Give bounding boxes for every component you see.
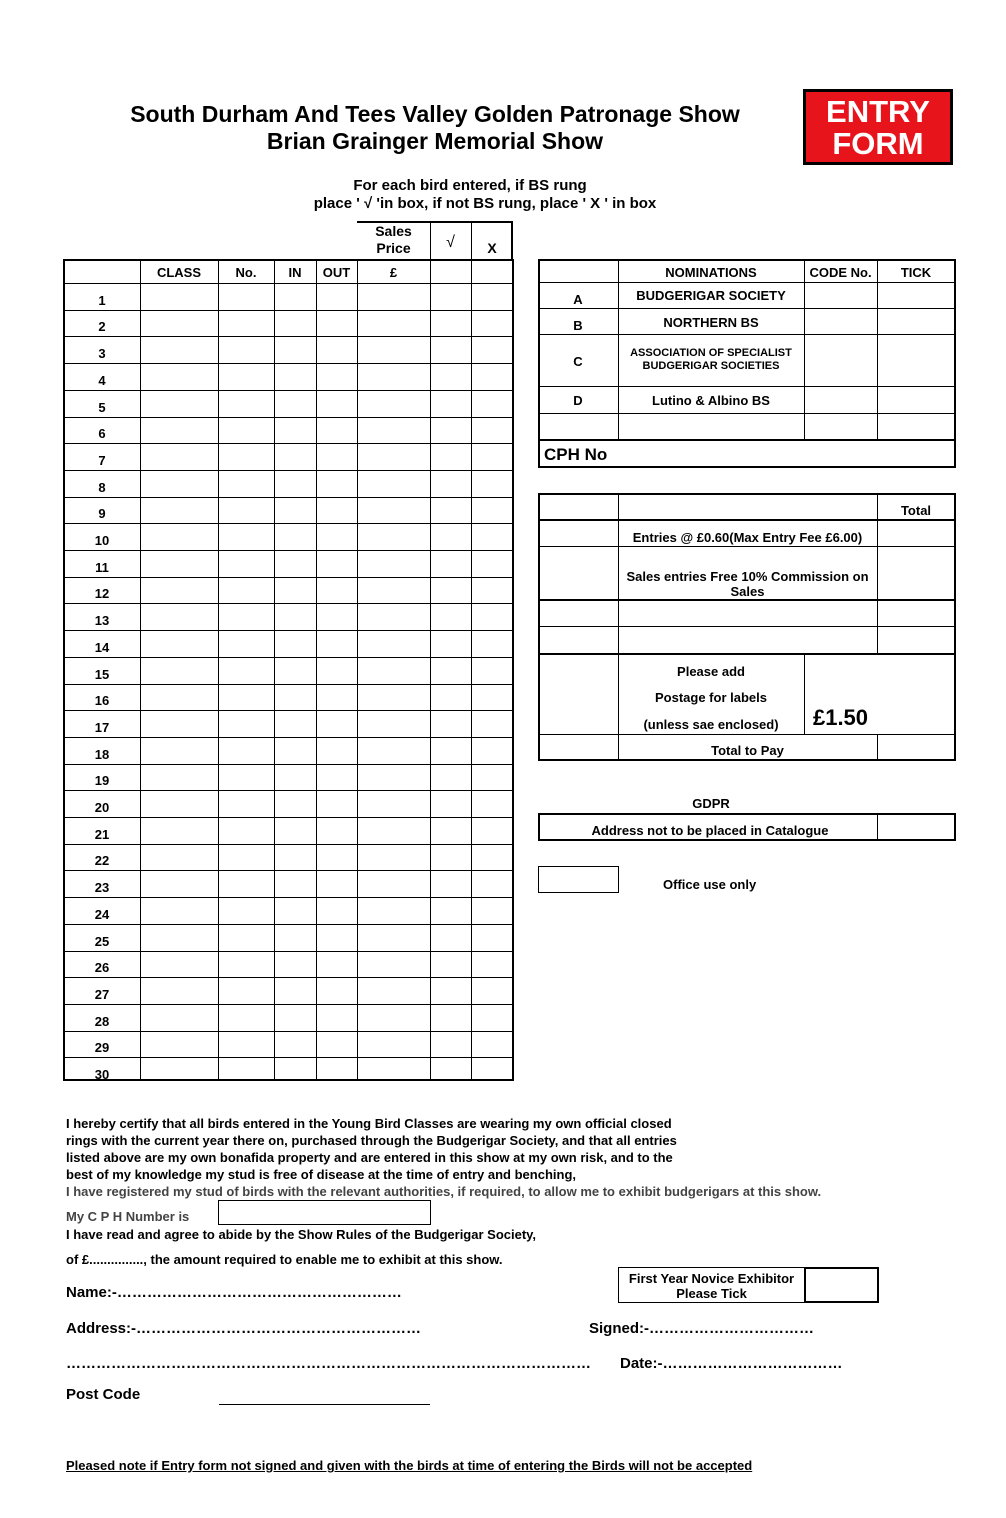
postage-line1: Please add (677, 664, 745, 679)
row-number: 7 (98, 453, 106, 468)
sales-label: Sales (375, 223, 412, 239)
row-number: 4 (98, 373, 106, 388)
row-number: 26 (94, 960, 110, 975)
sales-commission-label (618, 569, 877, 599)
instruction-line1: For each bird entered, if BS rung (353, 177, 587, 194)
row-number: 27 (94, 987, 110, 1002)
entry-form-line1: ENTRY (826, 94, 930, 129)
row-number: 3 (98, 346, 106, 361)
row-number: 20 (94, 800, 110, 815)
tick-header: TICK (900, 265, 932, 280)
postage-amount: £1.50 (812, 705, 869, 730)
row-number: 24 (94, 907, 110, 922)
row-number: 6 (98, 426, 106, 441)
row-number: 17 (94, 720, 110, 735)
nomination-letter-a: A (573, 292, 583, 307)
entries-fee-label: Entries @ £0.60(Max Entry Fee £6.00) (632, 530, 863, 545)
declaration-line3: listed above are my own bonafida property and are entered in this show at my own risk, and to the (66, 1150, 673, 1165)
gdpr-address-label: Address not to be placed in Catalogue (591, 823, 829, 838)
gdpr-tick-box[interactable] (878, 815, 954, 839)
declaration-line5: I have registered my stud of birds with the relevant authorities, if required, to allow me to exhibit budgerigars at this show. (66, 1184, 822, 1199)
row-number: 2 (98, 319, 106, 334)
total-header: Total (900, 503, 932, 518)
instruction-line2: place ' √ 'in box, if not BS rung, place ' X ' in box (313, 195, 657, 212)
name-field[interactable]: Name:-………………………………………………… (66, 1284, 402, 1301)
row-number: 1 (98, 293, 106, 308)
novice-line1: First Year Novice Exhibitor (628, 1271, 795, 1286)
sales-commission-line2: Sales (730, 584, 765, 599)
novice-tick-box[interactable] (804, 1267, 879, 1303)
page-title: South Durham And Tees Valley Golden Patronage Show (130, 101, 740, 127)
office-use-label: Office use only (663, 877, 757, 892)
row-number: 13 (94, 613, 110, 628)
page-subtitle: Brian Grainger Memorial Show (266, 128, 604, 154)
row-number: 10 (94, 533, 110, 548)
row-number: 21 (94, 827, 110, 842)
row-number: 28 (94, 1014, 110, 1029)
row-number: 8 (98, 480, 106, 495)
row-number: 22 (94, 853, 110, 868)
entry-form-line2: FORM (832, 126, 924, 161)
cph-number-label: My C P H Number is (66, 1209, 190, 1224)
total-to-pay-label: Total to Pay (711, 743, 784, 758)
office-use-box[interactable] (538, 866, 619, 893)
sales-commission-line1: Sales entries Free 10% Commission on (626, 569, 869, 584)
row-number: 19 (94, 773, 110, 788)
column-header: IN (288, 265, 302, 280)
address-field[interactable]: Address:-………………………………………………… (66, 1320, 422, 1337)
postcode-line[interactable] (219, 1404, 430, 1405)
footer-note: Pleased note if Entry form not signed and given with the birds at time of entering the Birds will not be accepted (66, 1458, 753, 1473)
declaration-line4: best of my knowledge my stud is free of disease at the time of entry and benching, (66, 1167, 576, 1182)
declaration-line2: rings with the current year there on, purchased through the Budgerigar Society, and that all entries (66, 1133, 677, 1148)
specialist-line2: BUDGERIGAR SOCIETIES (642, 360, 780, 372)
declaration-line1: I hereby certify that all birds entered in the Young Bird Classes are wearing my own official closed (66, 1116, 672, 1131)
nomination-specialist-societies (618, 347, 804, 373)
nomination-northern-bs: NORTHERN BS (663, 315, 759, 330)
nomination-letter-d: D (573, 393, 583, 408)
nominations-header: NOMINATIONS (665, 265, 757, 280)
row-number: 15 (94, 667, 110, 682)
date-field[interactable]: Date:-……………………………… (620, 1355, 843, 1372)
specialist-line1: ASSOCIATION OF SPECIALIST (630, 347, 792, 359)
cph-no-label: CPH No (544, 445, 608, 464)
row-number: 9 (98, 506, 106, 521)
row-number: 5 (98, 400, 106, 415)
address-continuation-field[interactable]: …………………………………………………………………………………………… (66, 1355, 591, 1372)
row-number: 25 (94, 934, 110, 949)
column-header: No. (235, 265, 257, 280)
novice-line2: Please Tick (676, 1286, 747, 1301)
row-number: 30 (94, 1067, 110, 1082)
novice-label (619, 1271, 804, 1301)
declaration-line6: I have read and agree to abide by the Show Rules of the Budgerigar Society, (66, 1227, 537, 1242)
column-header: £ (389, 265, 398, 280)
postage-line2: Postage for labels (655, 690, 767, 705)
cph-number-field[interactable] (218, 1200, 431, 1225)
signed-field[interactable]: Signed:-…………………………… (589, 1320, 814, 1337)
row-number: 29 (94, 1040, 110, 1055)
entry-form-badge (803, 89, 953, 165)
nomination-budgerigar-society: BUDGERIGAR SOCIETY (636, 288, 786, 303)
declaration-line7: of £..............., the amount required to enable me to exhibit at this show. (66, 1252, 503, 1267)
column-header: OUT (322, 265, 351, 280)
price-label: Price (376, 240, 411, 256)
row-number: 23 (94, 880, 110, 895)
row-number: 11 (95, 560, 109, 575)
cross-symbol: X (487, 240, 497, 256)
postcode-label: Post Code (66, 1386, 141, 1403)
row-number: 18 (94, 747, 110, 762)
nomination-letter-c: C (573, 354, 583, 369)
sales-price-label (357, 223, 430, 257)
code-no-header: CODE No. (809, 265, 872, 280)
row-number: 14 (94, 640, 110, 655)
row-number: 16 (94, 693, 110, 708)
nomination-lutino-albino: Lutino & Albino BS (652, 393, 770, 408)
row-number: 12 (94, 586, 110, 601)
tick-symbol: √ (446, 234, 455, 251)
gdpr-title: GDPR (692, 796, 730, 811)
column-header: CLASS (156, 265, 202, 280)
postage-line3: (unless sae enclosed) (643, 717, 779, 732)
nomination-letter-b: B (573, 318, 583, 333)
